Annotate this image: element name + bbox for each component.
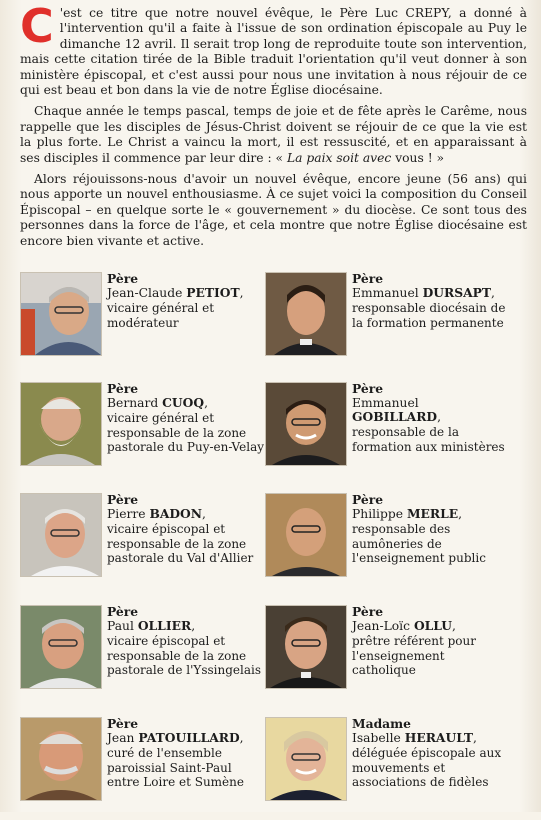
- portrait-photo: [265, 272, 347, 356]
- person-role: vicaire épiscopal et responsable de la zone pastorale de l'Yssingelais: [107, 634, 261, 678]
- person-title: Père: [107, 604, 139, 619]
- portrait-photo: [20, 717, 102, 801]
- person-name: Jean-Claude PETIOT,: [107, 285, 244, 300]
- drop-cap: C: [20, 0, 54, 53]
- person-name: Emmanuel DURSAPT,: [352, 285, 495, 300]
- intro-text: [20, 0, 527, 249]
- person-card: [265, 603, 510, 708]
- person-role: vicaire général et responsable de la zone pastorale du Puy-en-Velay: [107, 411, 264, 455]
- person-title: Madame: [352, 716, 411, 731]
- person-name: Emmanuel GOBILLARD,: [352, 396, 441, 424]
- portrait-photo: [265, 717, 347, 801]
- person-card: [265, 380, 510, 485]
- person-role: responsable des aumôneries de l'enseignement public: [352, 522, 486, 566]
- person-role: curé de l'ensemble paroissial Saint-Paul entre Loire et Sumène: [107, 746, 244, 790]
- person-title: Père: [352, 492, 384, 507]
- portrait-photo: [20, 272, 102, 356]
- person-card: [20, 491, 265, 596]
- person-card: [265, 491, 510, 596]
- portrait-photo: [265, 605, 347, 689]
- person-name: Pierre BADON,: [107, 506, 206, 521]
- person-card: [20, 380, 265, 485]
- person-card: [20, 603, 265, 708]
- person-role: responsable diocésain de la formation permanente: [352, 301, 506, 330]
- intro-paragraph-1: C 'est ce titre que notre nouvel évêque, le Père Luc CREPY, a donné à l'intervention qu'il a faite à l'issue de son ordination épiscopale au Puy le dimanche 12 avril. Il serait trop long de reproduite toute son intervention, mais cette citation tirée de la Bible traduit l'orientation qu'il veut donner à son ministère épiscopal, et c'est aussi pour nous une invitation à nous réjouir de ce qui est beau et bon dans la vie de notre Église diocésaine.: [20, 0, 527, 98]
- person-title: Père: [352, 271, 384, 286]
- person-role: vicaire général et modérateur: [107, 301, 215, 330]
- person-title: Père: [107, 381, 139, 396]
- intro-paragraph-3: Alors réjouissons-nous d'avoir un nouvel évêque, encore jeune (56 ans) qui nous apporte un nouvel enthousiasme. À ce sujet voici la composition du Conseil Épiscopal – en quelque sorte le « gouvernement » du diocèse. Ce sont tous des personnes dans la force de l'âge, et cela montre que notre Église diocésaine est encore bien vivante et active.: [20, 172, 527, 248]
- person-name: Jean-Loïc OLLU,: [352, 618, 456, 633]
- person-name: Jean PATOUILLARD,: [107, 730, 244, 745]
- person-name: Philippe MERLE,: [352, 506, 463, 521]
- person-role: prêtre référent pour l'enseignement catholique: [352, 634, 476, 678]
- person-name: Isabelle HERAULT,: [352, 730, 477, 745]
- person-name: Paul OLLIER,: [107, 618, 196, 633]
- person-role: vicaire épiscopal et responsable de la zone pastorale du Val d'Allier: [107, 522, 254, 566]
- portrait-photo: [20, 605, 102, 689]
- portrait-photo: [265, 493, 347, 577]
- person-role: responsable de la formation aux ministères: [352, 425, 505, 454]
- portrait-photo: [20, 493, 102, 577]
- person-title: Père: [107, 271, 139, 286]
- person-card: [265, 715, 510, 820]
- person-card: [265, 270, 510, 375]
- portrait-photo: [265, 382, 347, 466]
- portrait-photo: [20, 382, 102, 466]
- person-role: déléguée épiscopale aux mouvements et associations de fidèles: [352, 746, 502, 790]
- person-title: Père: [107, 716, 139, 731]
- intro-paragraph-2: Chaque année le temps pascal, temps de joie et de fête après le Carême, nous rappelle que les disciples de Jésus-Christ doivent se réjouir de ce que la vie est la plus forte. Le Christ a vaincu la mort, il est ressuscité, et en apparaissant à ses disciples il commence par leur dire : « La paix soit avec vous ! »: [20, 104, 527, 165]
- person-card: [20, 270, 265, 375]
- council-grid: [20, 270, 525, 810]
- person-card: [20, 715, 265, 820]
- person-name: Bernard CUOQ,: [107, 395, 208, 410]
- person-title: Père: [352, 381, 384, 396]
- person-title: Père: [352, 604, 384, 619]
- person-title: Père: [107, 492, 139, 507]
